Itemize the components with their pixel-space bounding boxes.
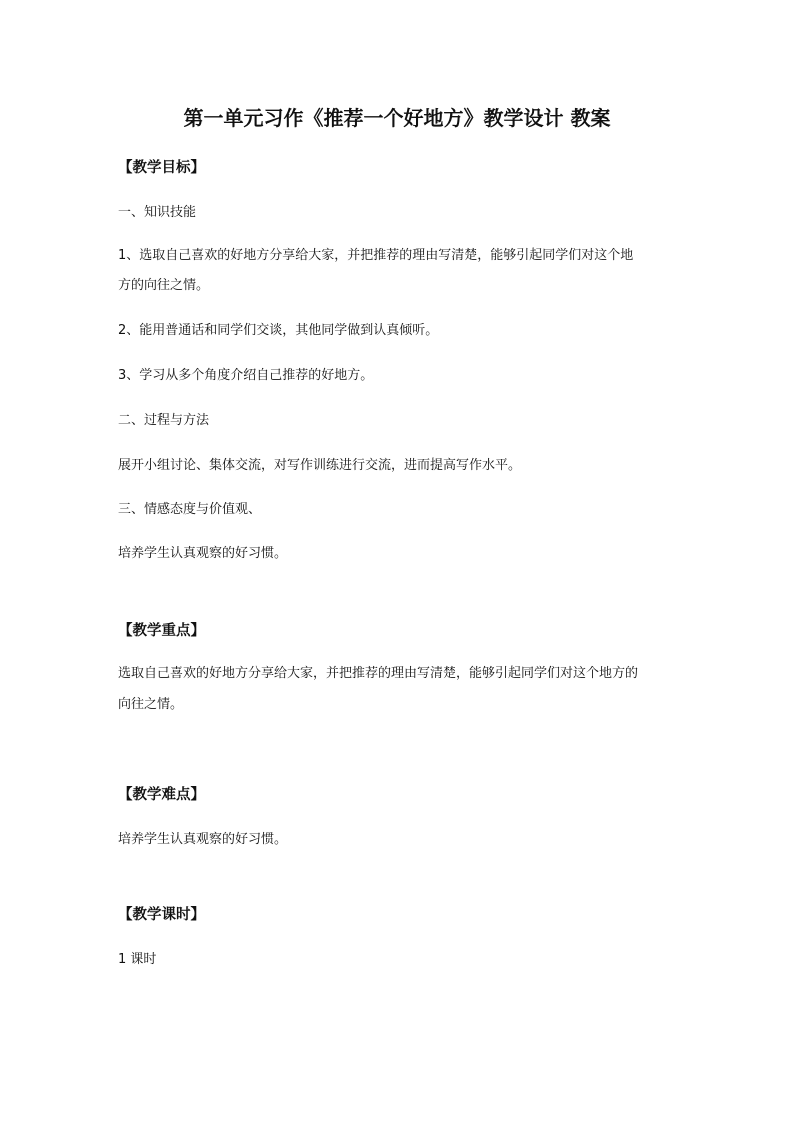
objective-item-1-line-2: 方的向往之情。 [118,278,210,293]
objective-item-3: 3、学习从多个角度介绍自己推荐的好地方。 [118,368,374,383]
class-hours-heading: 【教学课时】 [118,907,205,923]
key-points-line-1: 选取自己喜欢的好地方分享给大家，并把推荐的理由写清楚，能够引起同学们对这个地方的 [118,666,639,681]
key-points-heading: 【教学重点】 [118,623,205,639]
difficulties-heading: 【教学难点】 [118,787,205,803]
objective-item-2: 2、能用普通话和同学们交谈，其他同学做到认真倾听。 [118,323,439,338]
class-hours-text: 1 课时 [118,952,157,967]
document-title: 第一单元习作《推荐一个好地方》教学设计 教案 [183,106,611,130]
knowledge-skills-title: 一、知识技能 [118,205,197,220]
key-points-line-2: 向往之情。 [118,697,184,712]
process-method-title: 二、过程与方法 [118,413,210,428]
process-method-text: 展开小组讨论、集体交流，对写作训练进行交流，进而提高写作水平。 [118,458,522,473]
objectives-heading: 【教学目标】 [118,160,205,176]
difficulties-text: 培养学生认真观察的好习惯。 [118,832,288,847]
attitude-values-title: 三、情感态度与价值观、 [118,502,262,517]
objective-item-1-line-1: 1、选取自己喜欢的好地方分享给大家，并把推荐的理由写清楚，能够引起同学们对这个地 [118,248,634,263]
attitude-values-text: 培养学生认真观察的好习惯。 [118,546,288,561]
